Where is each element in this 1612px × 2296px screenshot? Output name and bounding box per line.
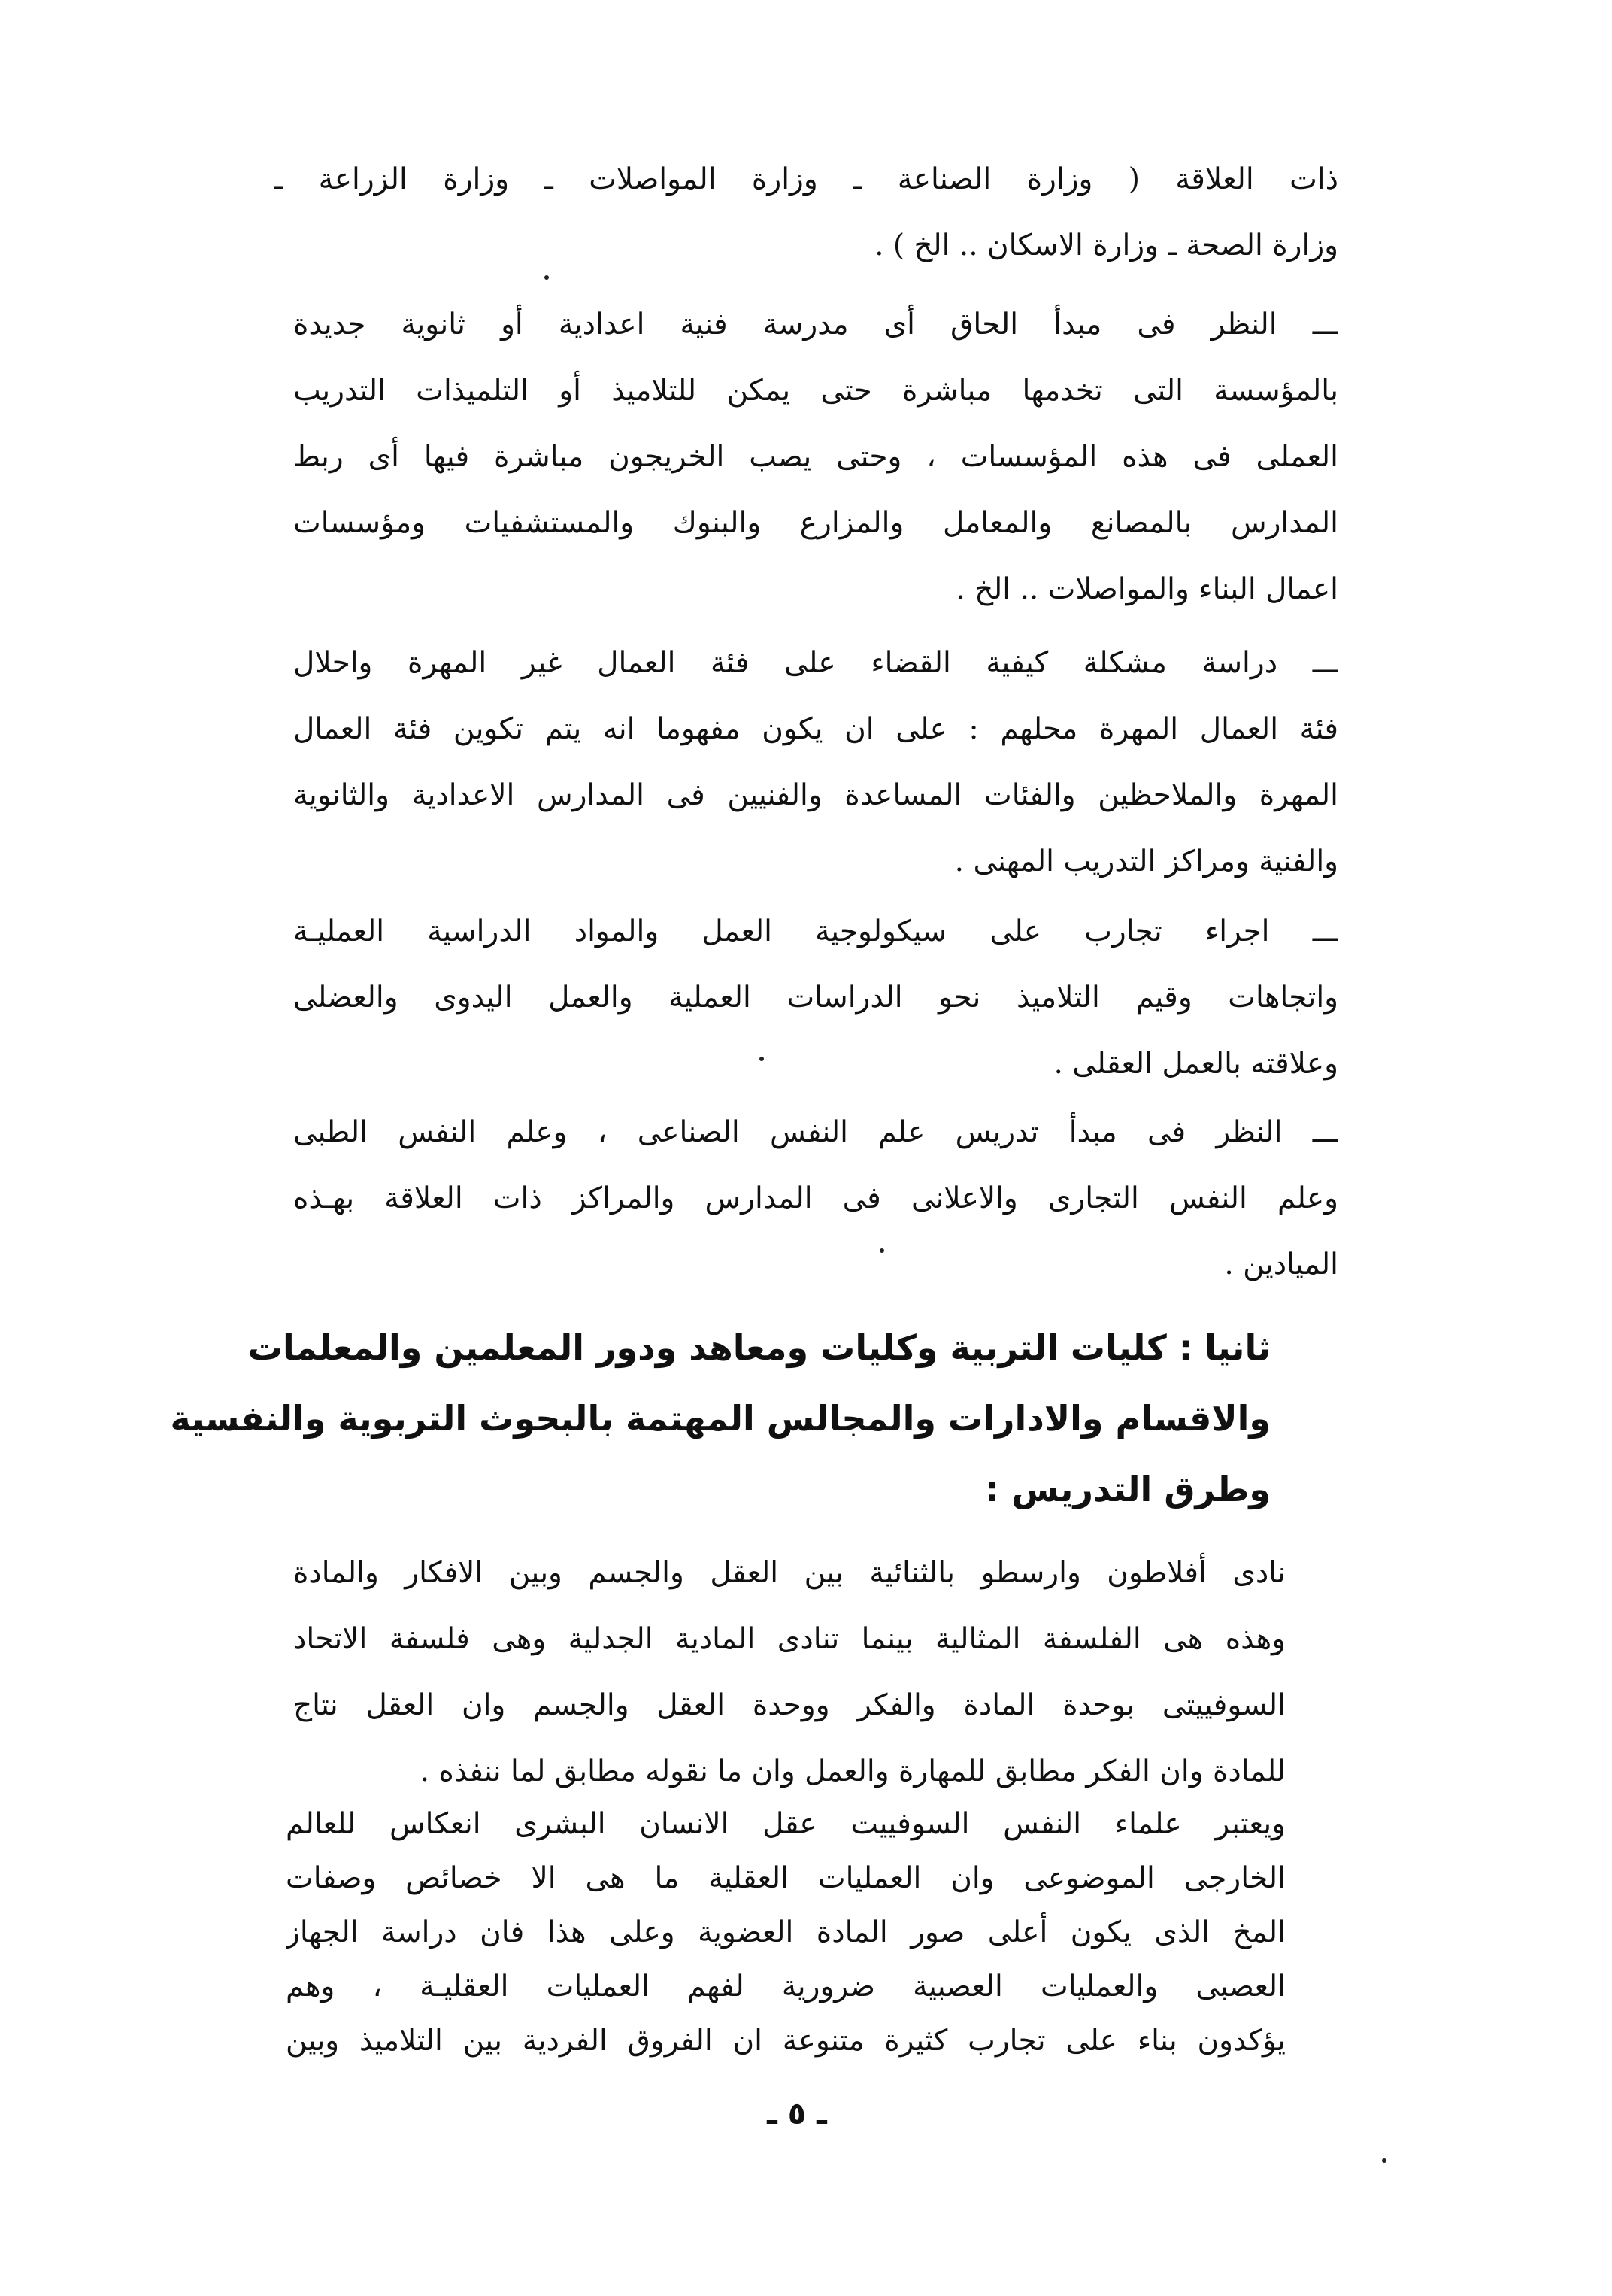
scan-speck bbox=[759, 1057, 764, 1061]
paragraph-5 bbox=[293, 1099, 1338, 1298]
paragraph-line: ـــ دراسة مشكلة كيفية القضاء على فئة العمال غير المهرة واحلال bbox=[293, 646, 1338, 680]
paragraph-line: نادى أفلاطون وارسطو بالثنائية بين العقل والجسم وبين الافكار والمادة bbox=[293, 1556, 1286, 1590]
heading-line: وطرق التدريس : bbox=[985, 1469, 1271, 1509]
paragraph-line: الخارجى الموضوعى وان العمليات العقلية ما هى الا خصائص وصفات bbox=[286, 1861, 1286, 1895]
paragraph-2 bbox=[293, 292, 1338, 623]
section-heading bbox=[170, 1312, 1271, 1524]
paragraph-line: للمادة وان الفكر مطابق للمهارة والعمل وان ما نقوله مطابق لما ننفذه . bbox=[420, 1755, 1286, 1788]
paragraph-line: وعلم النفس التجارى والاعلانى فى المدارس والمراكز ذات العلاقة بهـذه bbox=[293, 1181, 1338, 1215]
paragraph-line: العصبى والعمليات العصبية ضرورية لفهم العمليات العقليـة ، وهم bbox=[286, 1970, 1286, 2003]
paragraph-line: المدارس بالمصانع والمعامل والمزارع والبنوك والمستشفيات ومؤسسات bbox=[293, 506, 1338, 540]
paragraph-line: واتجاهات وقيم التلاميذ نحو الدراسات العملية والعمل اليدوى والعضلى bbox=[293, 981, 1338, 1015]
paragraph-3 bbox=[293, 630, 1338, 895]
paragraph-line: ـــ النظر فى مبدأ الحاق أى مدرسة فنية اعدادية أو ثانوية جديدة bbox=[293, 308, 1338, 341]
scan-speck bbox=[1382, 2158, 1386, 2163]
paragraph-line: المهرة والملاحظين والفئات المساعدة والفنيين فى المدارس الاعدادية والثانوية bbox=[293, 778, 1338, 812]
paragraph-line: وزارة الصحة ـ وزارة الاسكان .. الخ ) . bbox=[874, 229, 1338, 262]
paragraph-6 bbox=[293, 1540, 1286, 1805]
paragraph-line: يؤكدون بناء على تجارب كثيرة متنوعة ان الفروق الفردية بين التلاميذ وبين bbox=[286, 2024, 1286, 2058]
paragraph-line: الميادين . bbox=[1224, 1248, 1338, 1281]
paragraph-line: ـــ اجراء تجارب على سيكولوجية العمل والمواد الدراسية العمليـة bbox=[293, 914, 1338, 948]
paragraph-line: العملى فى هذه المؤسسات ، وحتى يصب الخريجون مباشرة فيها أى ربط bbox=[293, 440, 1338, 474]
paragraph-line: فئة العمال المهرة محلهم : على ان يكون مفهوما انه يتم تكوين فئة العمال bbox=[293, 712, 1338, 746]
heading-line: ثانيا : كليات التربية وكليات ومعاهد ودور المعلمين والمعلمات bbox=[247, 1327, 1271, 1368]
page-number: ـ ٥ ـ bbox=[767, 2097, 827, 2131]
heading-line: والاقسام والادارات والمجالس المهتمة بالبحوث التربوية والنفسية bbox=[170, 1398, 1271, 1439]
paragraph-line: المخ الذى يكون أعلى صور المادة العضوية وعلى هذا فان دراسة الجهاز bbox=[286, 1915, 1286, 1949]
scan-speck bbox=[880, 1248, 884, 1253]
paragraph-line: بالمؤسسة التى تخدمها مباشرة حتى يمكن للتلاميذ أو التلميذات التدريب bbox=[293, 374, 1338, 408]
paragraph-line: ذات العلاقة ( وزارة الصناعة ـ وزارة المواصلات ـ وزارة الزراعة ـ bbox=[274, 162, 1338, 196]
paragraph-line: والفنية ومراكز التدريب المهنى . bbox=[954, 845, 1338, 878]
paragraph-4 bbox=[293, 899, 1338, 1097]
paragraph-line: وعلاقته بالعمل العقلى . bbox=[1053, 1047, 1338, 1081]
paragraph-line: وهذه هى الفلسفة المثالية بينما تنادى المادية الجدلية وهى فلسفة الاتحاد bbox=[293, 1622, 1286, 1656]
paragraph-line: ـــ النظر فى مبدأ تدريس علم النفس الصناعى ، وعلم النفس الطبى bbox=[293, 1115, 1338, 1149]
paragraph-line: اعمال البناء والمواصلات .. الخ . bbox=[956, 572, 1338, 606]
paragraph-1 bbox=[274, 147, 1338, 279]
scan-speck bbox=[544, 275, 549, 280]
paragraph-line: ويعتبر علماء النفس السوفييت عقل الانسان البشرى انعكاس للعالم bbox=[286, 1807, 1286, 1841]
paragraph-7 bbox=[286, 1797, 1286, 2068]
paragraph-line: السوفييتى بوحدة المادة والفكر ووحدة العقل والجسم وان العقل نتاج bbox=[293, 1688, 1286, 1722]
